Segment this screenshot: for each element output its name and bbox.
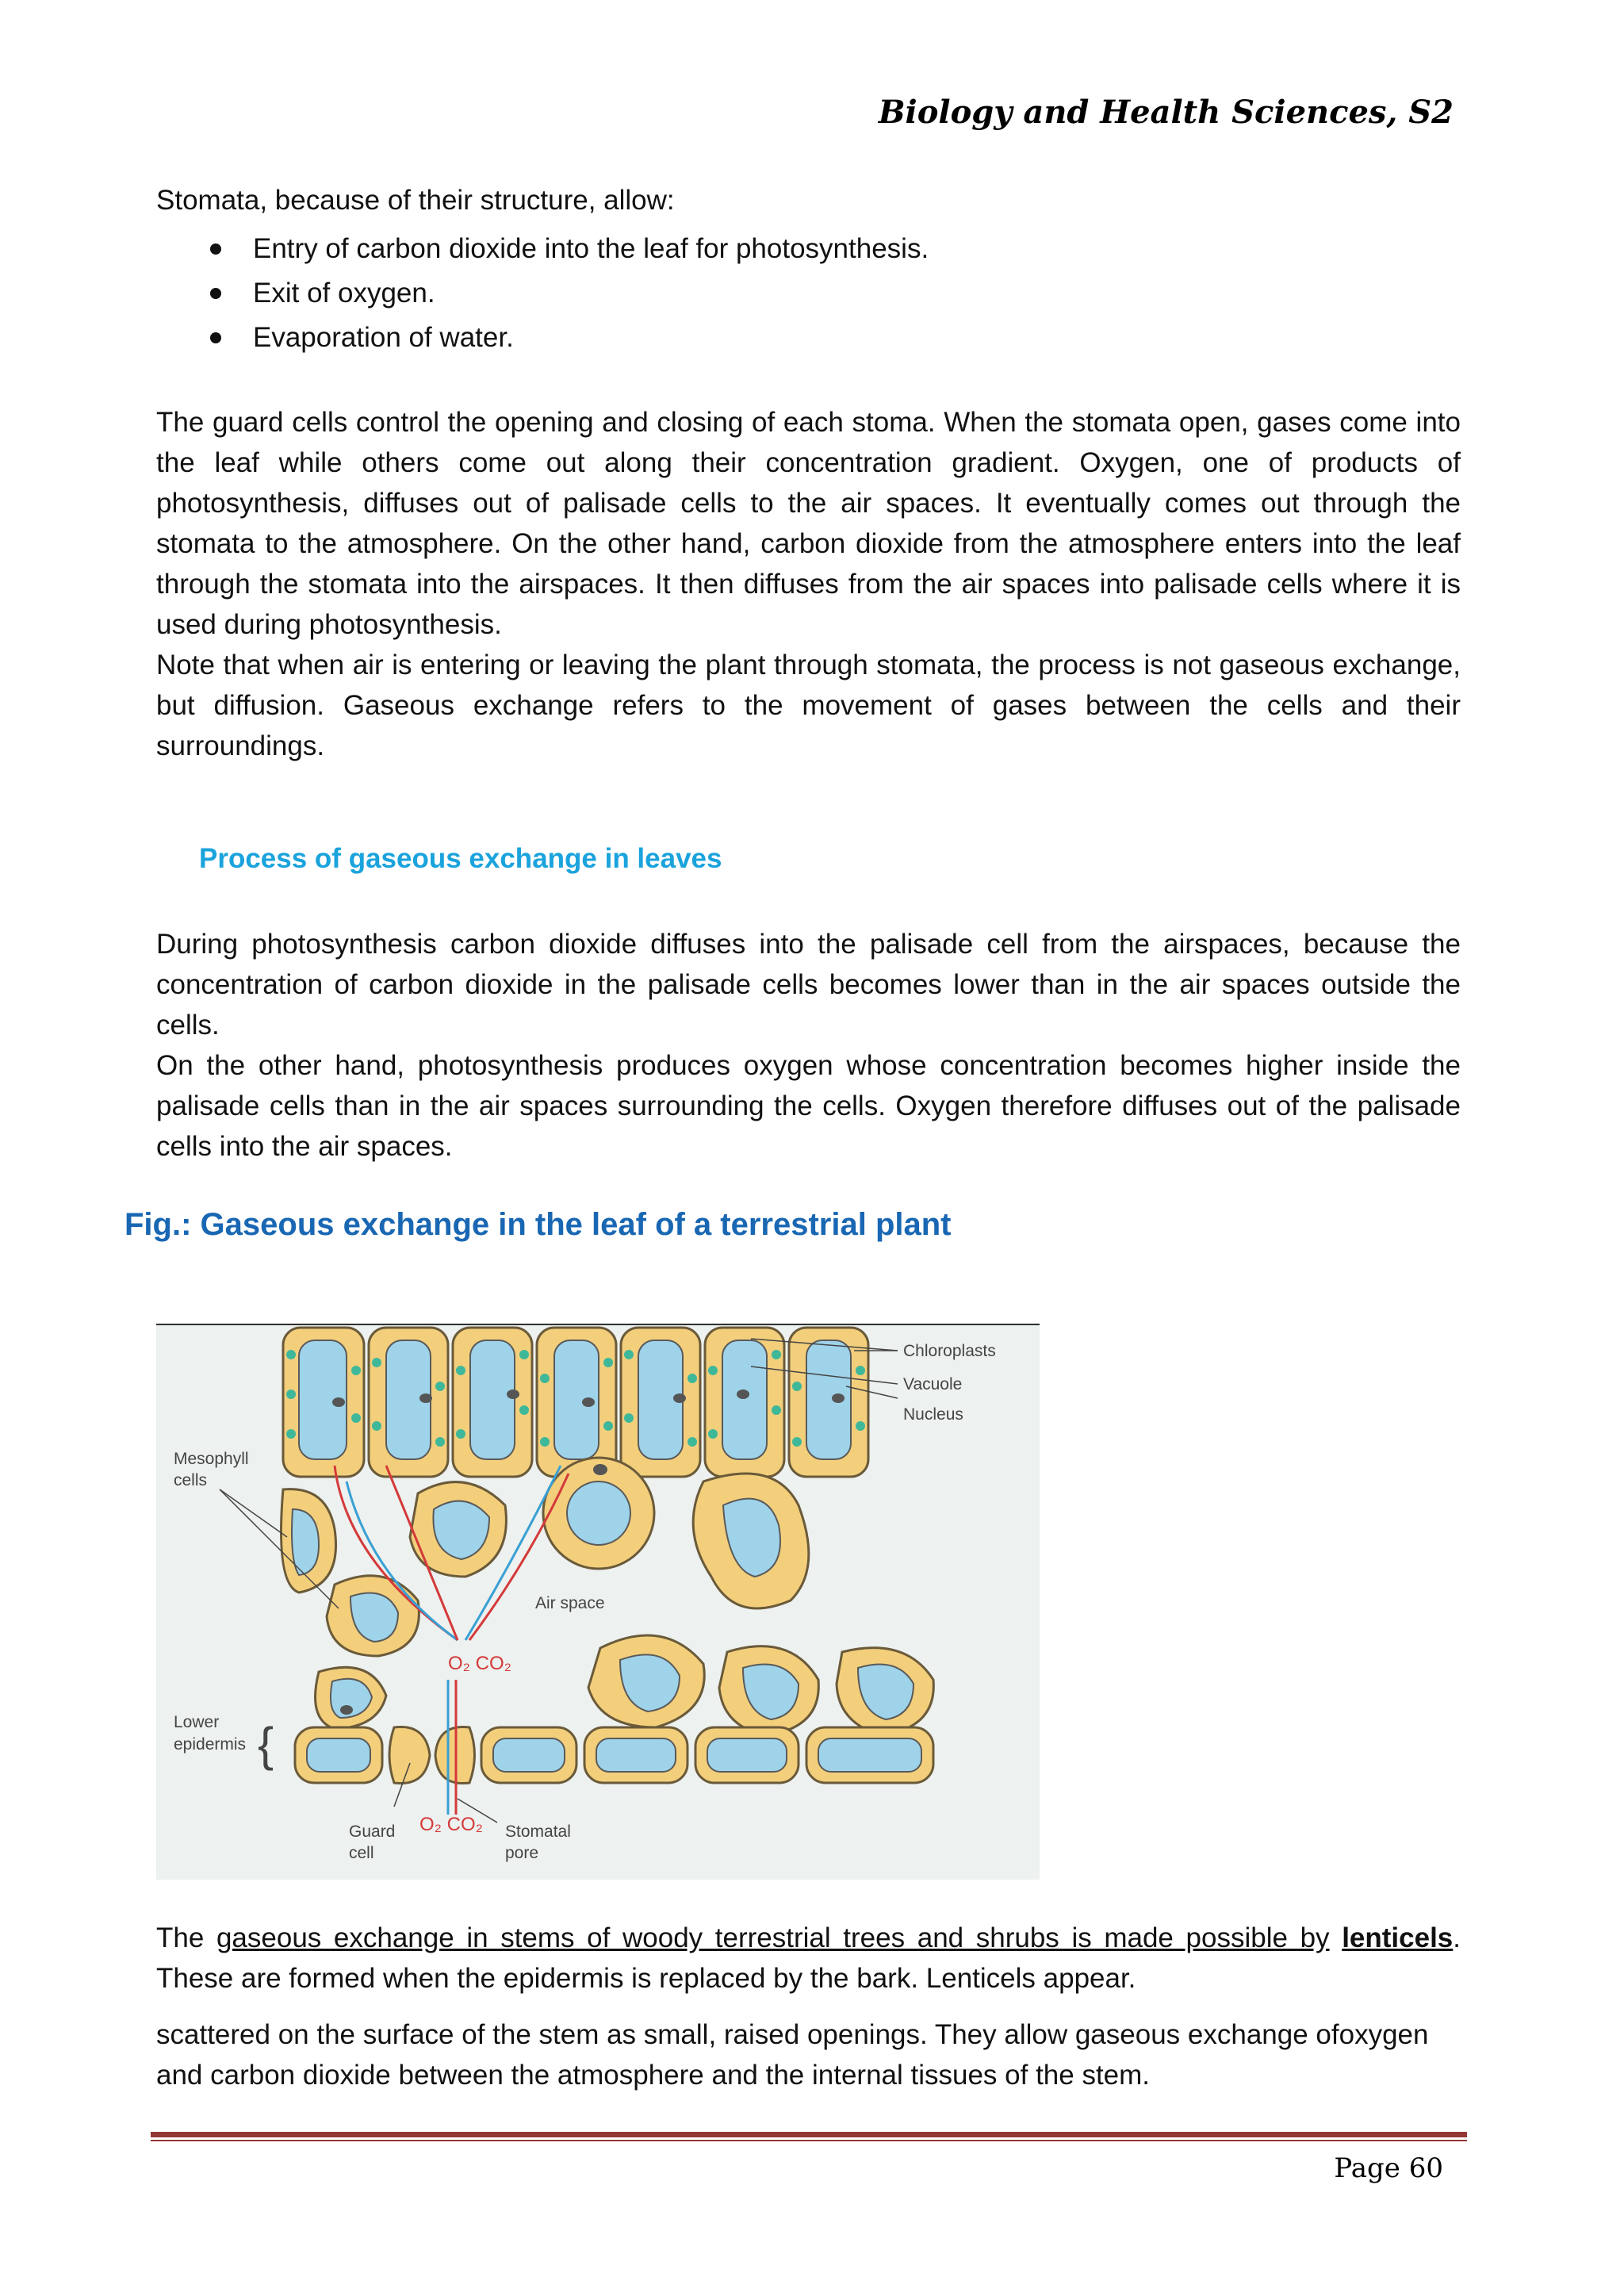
footer-rule (151, 2132, 1467, 2137)
label-epidermis: epidermis (174, 1735, 247, 1754)
label-stomatal: Stomatal (505, 1823, 571, 1841)
label-vacuole: Vacuole (903, 1375, 963, 1393)
paragraph-lenticels-cont: scattered on the surface of the stem as small, raised openings. They allow gaseous exchange ofoxygen and carbon dioxide between the atmosphere and the internal tissues of the stem. (156, 2019, 1429, 2091)
intro-text: Stomata, because of their structure, allow: (156, 185, 675, 216)
footer-rule-thin (151, 2140, 1467, 2141)
label-gas-bottom: O₂ CO₂ (419, 1814, 483, 1835)
bullet-icon (210, 332, 221, 343)
section-heading: Process of gaseous exchange in leaves (199, 843, 722, 874)
leaf-diagram (156, 1323, 1040, 1880)
label-nucleus: Nucleus (903, 1405, 963, 1424)
label-stomatal-pore: pore (505, 1844, 539, 1862)
list-item: Exit of oxygen. (156, 273, 929, 317)
paragraph-process: During photosynthesis carbon dioxide diffuses into the palisade cell from the airspaces, because the concentration of carbon dioxide in the palisade cells becomes lower than in the air spaces outside the cells. On the other hand, photosynthesis produces oxygen whose concentration becomes higher inside the palisade cells than in the air spaces surrounding the cells. Oxygen therefore diffuses out of the palisade cells into the air spaces. (156, 929, 1461, 1162)
bullet-icon (210, 288, 221, 299)
label-mesophyll: Mesophyll (174, 1450, 249, 1468)
paragraph-lenticels: The gaseous exchange in stems of woody terrestrial trees and shrubs is made possible by lenticels. These are formed when the epidermis is replaced by the bark. Lenticels appear. (156, 1922, 1461, 1994)
page-number: Page 60 (1334, 2152, 1443, 2184)
label-air-space: Air space (535, 1594, 605, 1612)
palisade-layer (283, 1328, 868, 1477)
lower-epidermis (295, 1727, 933, 1783)
list-item: Evaporation of water. (156, 317, 929, 362)
page-header: Biology and Health Sciences, S2 (878, 94, 1454, 131)
label-lower: Lower (174, 1713, 220, 1731)
label-guard-cell: cell (349, 1844, 374, 1862)
label-guard: Guard (349, 1823, 396, 1841)
bullet-list (156, 228, 929, 362)
bullet-icon (210, 243, 221, 255)
label-gas-mid: O₂ CO₂ (448, 1653, 511, 1674)
figure-title: Fig.: Gaseous exchange in the leaf of a terrestrial plant (124, 1207, 952, 1242)
label-mesophyll-cells: cells (174, 1471, 208, 1489)
list-item: Entry of carbon dioxide into the leaf for photosynthesis. (156, 228, 929, 273)
lenticels-term: lenticels (1342, 1922, 1454, 1953)
label-chloroplasts: Chloroplasts (903, 1342, 996, 1360)
brace-icon: { (258, 1718, 274, 1771)
paragraph-guard-cells: The guard cells control the opening and closing of each stoma. When the stomata open, gases come into the leaf while others come out along their concentration gradient. Oxygen, one of products of photosynthesis, diffuses out of palisade cells to the air spaces. It eventually comes out through the stomata to the atmosphere. On the other hand, carbon dioxide from the atmosphere enters into the leaf through the stomata into the airspaces. It then diffuses from the air spaces into palisade cells where it is used during photosynthesis. Note that when air is entering or leaving the plant through stomata, the process is not gaseous exchange, but diffusion. Gaseous exchange refers to the movement of gases between the cells and their surroundings. (156, 407, 1461, 761)
